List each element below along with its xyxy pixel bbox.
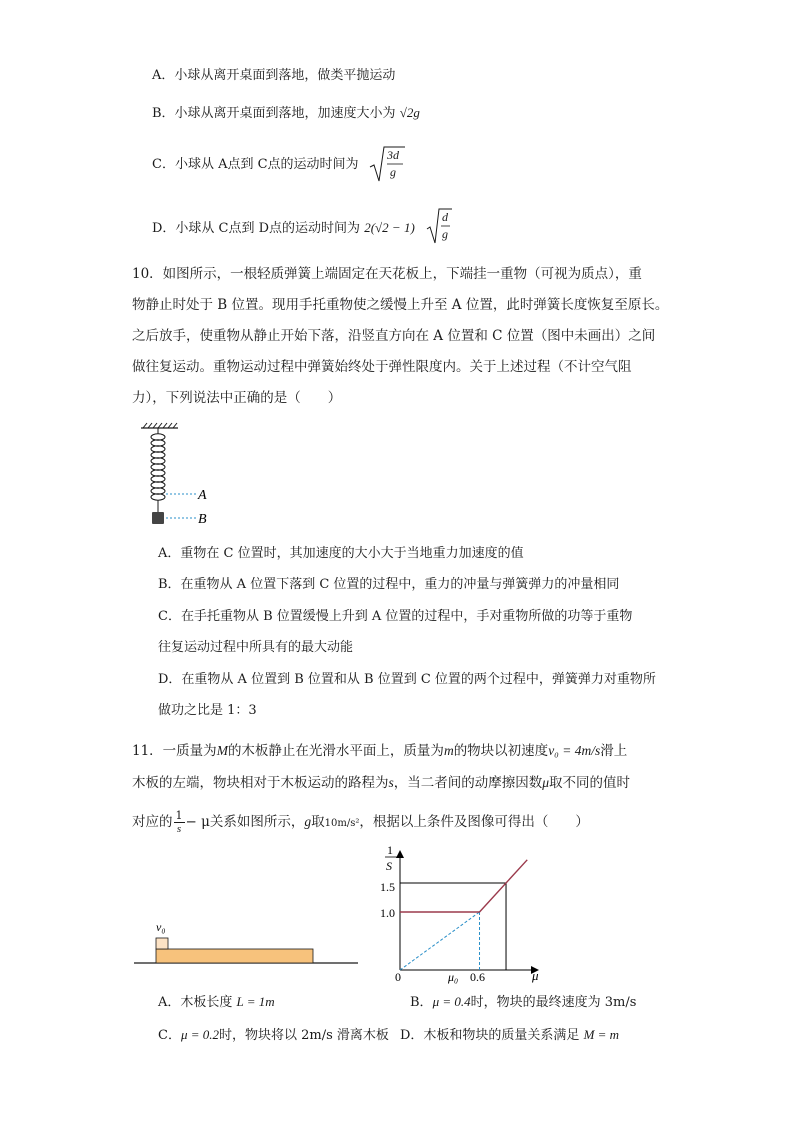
velocity-label: v₀ [156, 920, 166, 934]
curve-segment [506, 860, 527, 883]
q11-var-mu: μ [542, 775, 550, 790]
q11-option-b [410, 993, 636, 1012]
q10-option-d-line-2: 做功之比是 1：3 [158, 703, 257, 718]
y-tick-1-5: 1.5 [380, 880, 395, 894]
q9-d-numerator: d [442, 210, 448, 224]
q9-option-c-formula [369, 143, 405, 185]
q9-c-numerator: 3d [387, 148, 399, 162]
weight-block [152, 512, 164, 524]
q11-text: − μ关系如图所示， [185, 814, 305, 830]
label-b: B [198, 512, 207, 527]
q9-option-c-text: C．小球从 A点到 C点的运动时间为 [152, 157, 359, 172]
q11-var-M: M [216, 743, 228, 758]
x-tick-mu0: μ₀ [448, 970, 459, 984]
q10-stem-line-4: 做往复运动。重物运动过程中弹簧始终处于弹性限度内。关于上述过程（不计空气阻 [132, 359, 632, 375]
q11-text: 取不同的值时 [549, 775, 631, 791]
origin-label: 0 [395, 970, 401, 984]
q11-option-d [400, 1026, 619, 1045]
q11-text: 的物块以初速度 [453, 743, 549, 759]
q11-fraction [174, 810, 185, 835]
q9-option-c [152, 156, 359, 174]
q11-option-a-text: A．木板长度 [158, 995, 233, 1010]
q10-option-c-line-1: C．在手托重物从 B 位置缓慢上升到 A 位置的过程中，手对重物所做的功等于重物 [158, 609, 633, 624]
q11-option-a-math: L = 1m [236, 994, 275, 1009]
q11-option-b-math: μ = 0.4 [432, 994, 471, 1009]
mu-graph [372, 840, 552, 985]
q11-text: 木板的左端，物块相对于木板运动的路程为 [132, 775, 389, 791]
q10-option-b: B．在重物从 A 位置下落到 C 位置的过程中，重力的冲量与弹簧弹力的冲量相同 [158, 577, 620, 592]
q11-var-s: s [388, 775, 394, 790]
q11-text: 对应的 [132, 814, 173, 830]
q9-option-a: A．小球从离开桌面到落地，做类平抛运动 [152, 68, 396, 83]
q11-text: ，当二者间的动摩擦因数 [393, 775, 543, 791]
q11-stem-line-3 [132, 810, 589, 835]
q9-option-d-formula [426, 205, 452, 247]
fraction-numerator: 1 [175, 809, 183, 822]
y-tick-1-0: 1.0 [380, 906, 395, 920]
q9-option-b-text: B．小球从离开桌面到落地，加速度大小为 [152, 106, 396, 121]
q10-stem-line-3: 之后放手，使重物从静止开始下落，沿竖直方向在 A 位置和 C 位置（图中未画出）之间 [132, 328, 656, 344]
q11-option-b-text: B． [410, 995, 433, 1010]
q11-option-a [158, 993, 275, 1012]
q9-option-d [152, 219, 415, 238]
q11-option-b-text: 时，物块的最终速度为 3m/s [470, 995, 637, 1010]
q11-g-value: 10m/s² [324, 818, 360, 829]
q11-stem-line-2 [132, 774, 630, 792]
q11-text: 11．一质量为 [132, 743, 217, 759]
q11-option-d-math: M = m [583, 1027, 620, 1042]
q11-initial-velocity: v₀ = 4m/s [548, 743, 601, 758]
board [156, 949, 313, 963]
q11-option-d-text: D．木板和物块的质量关系满足 [400, 1028, 580, 1043]
q11-option-c-text: 时，物块将以 2m/s 滑离木板 [219, 1028, 389, 1043]
q9-option-b-math: √2g [399, 105, 420, 120]
spring [151, 428, 165, 512]
fraction-denominator: s [176, 823, 182, 835]
q11-text: 取 [311, 814, 325, 830]
curve-segment [480, 883, 507, 912]
y-label-numerator: 1 [387, 843, 393, 857]
q10-stem-line-2: 物静止时处于 B 位置。现用手托重物使之缓慢上升至 A 位置，此时弹簧长度恢复至原长。 [132, 297, 669, 313]
q11-option-c [158, 1026, 389, 1045]
spring-figure [136, 420, 236, 532]
q11-text: ，根据以上条件及图像可得出（ ） [359, 814, 589, 830]
x-tick-0-6: 0.6 [470, 970, 485, 984]
q11-option-c-math: μ = 0.2 [180, 1027, 220, 1042]
q11-option-c-text: C． [158, 1028, 181, 1043]
q9-option-d-coef: 2(√2 − 1) [364, 220, 415, 235]
y-label-denominator: S [386, 859, 392, 873]
q10-stem-line-5: 力），下列说法中正确的是（ ） [132, 390, 342, 406]
q11-var-m: m [443, 743, 454, 758]
q9-c-denominator: g [390, 165, 396, 179]
label-a: A [198, 488, 207, 503]
ceiling [141, 423, 178, 428]
q10-option-a: A．重物在 C 位置时，其加速度的大小大于当地重力加速度的值 [158, 546, 524, 561]
q9-d-denominator: g [442, 227, 448, 241]
q10-stem-line-1: 10．如图所示，一根轻质弹簧上端固定在天花板上，下端挂一重物（可视为质点），重 [132, 266, 642, 282]
q11-text: 滑上 [600, 743, 628, 759]
x-axis-label: μ [532, 968, 539, 983]
dashed-guide-line [400, 912, 480, 970]
q11-var-g: g [304, 814, 312, 829]
board-figure [130, 918, 362, 968]
q11-stem-line-1 [132, 742, 627, 760]
sqrt-sign [426, 205, 452, 247]
q9-option-d-text: D．小球从 C点到 D点的运动时间为 [152, 221, 361, 236]
q11-text: 的木板静止在光滑水平面上，质量为 [227, 743, 444, 759]
q9-option-b [152, 104, 420, 123]
q10-option-c-line-2: 往复运动过程中所具有的最大动能 [158, 640, 354, 655]
block [156, 938, 168, 949]
q10-option-d-line-1: D．在重物从 A 位置到 B 位置和从 B 位置到 C 位置的两个过程中，弹簧弹力对重物所 [158, 672, 656, 687]
